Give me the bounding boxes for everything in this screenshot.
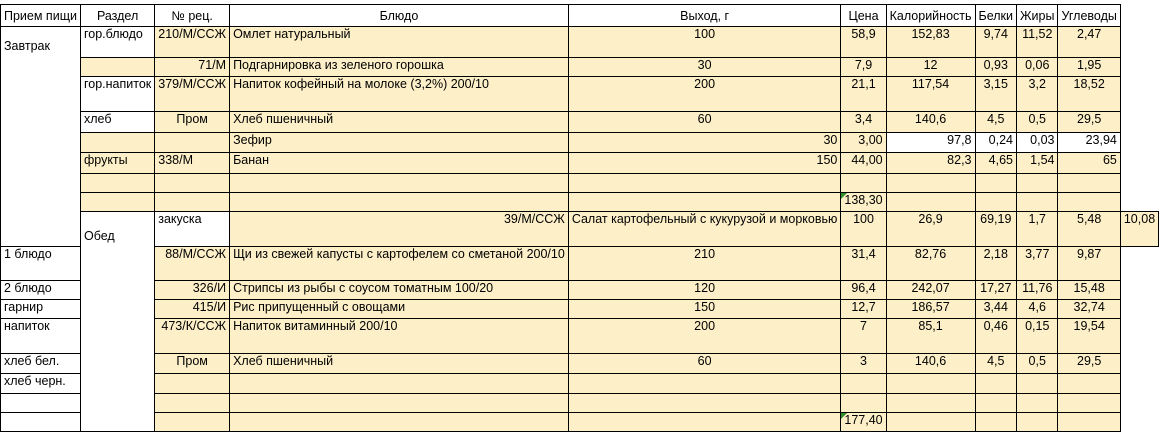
cell-price[interactable]: 96,4 [841,281,886,300]
cell-yield[interactable]: 210 [568,247,841,281]
cell-yield[interactable]: 150 [568,153,841,174]
cell-fats[interactable]: 3,2 [1017,77,1058,112]
cell-proteins[interactable]: 1,7 [1017,212,1058,247]
cell-calories[interactable]: 152,83 [886,27,975,58]
cell-carbs[interactable]: 9,87 [1058,247,1120,281]
empty-cell[interactable] [155,174,230,193]
cell-recipe[interactable]: 71/М [155,58,230,77]
cell-section[interactable]: гарнир [1,300,81,319]
cell-section[interactable]: напиток [1,319,81,354]
cell-dish[interactable]: Стрипсы из рыбы с соусом томатным 100/20 [230,281,569,300]
cell-section[interactable]: 2 блюдо [1,281,81,300]
cell-recipe[interactable]: 326/И [155,281,230,300]
cell-dish[interactable]: Банан [230,153,569,174]
cell-price[interactable]: 3,4 [841,112,886,133]
cell-recipe[interactable]: Пром [155,354,230,374]
cell-recipe[interactable]: Пром [155,112,230,133]
empty-cell[interactable] [1,413,81,432]
table-row [1,300,1159,319]
cell-calories[interactable]: 140,6 [886,354,975,374]
empty-cell[interactable] [568,374,841,394]
cell-yield[interactable]: 200 [568,77,841,112]
cell-dish[interactable]: Щи из свежей капусты с картофелем со сметаной 200/10 [230,247,569,281]
cell-fats[interactable]: 1,54 [1017,153,1058,174]
meal-breakfast: Завтрак [1,27,81,247]
cell-section[interactable]: 1 блюдо [1,247,81,281]
table-row [1,193,1159,212]
cell-section[interactable]: гор.блюдо [80,27,154,58]
cell-carbs[interactable]: 32,74 [1058,300,1120,319]
cell-section[interactable]: хлеб черн. [1,374,81,394]
cell-price[interactable]: 3,00 [841,133,886,153]
cell-yield[interactable]: 60 [568,112,841,133]
table-row [1,27,1159,58]
empty-cell[interactable] [1017,374,1058,394]
cell-yield[interactable]: 200 [568,319,841,354]
cell-carbs[interactable]: 1,95 [1058,58,1120,77]
empty-cell[interactable] [1017,193,1058,212]
cell-carbs[interactable]: 15,48 [1058,281,1120,300]
empty-cell[interactable] [1058,374,1120,394]
empty-cell[interactable] [568,394,841,413]
empty-cell[interactable] [1058,193,1120,212]
cell-fats[interactable]: 11,76 [1017,281,1058,300]
cell-calories[interactable]: 69,19 [975,212,1017,247]
cell-carbs[interactable]: 19,54 [1058,319,1120,354]
empty-cell[interactable] [975,193,1017,212]
cell-dish[interactable]: Зефир [230,133,569,153]
table-row [1,77,1159,112]
empty-cell[interactable] [80,193,154,212]
cell-proteins[interactable]: 3,44 [975,300,1017,319]
cell-proteins[interactable]: 17,27 [975,281,1017,300]
cell-fats[interactable]: 0,03 [1017,133,1058,153]
cell-calories[interactable]: 82,3 [886,153,975,174]
cell-section[interactable]: закуска [155,212,230,247]
cell-price[interactable]: 21,1 [841,77,886,112]
header-price: Цена [841,5,886,27]
cell-fats[interactable]: 0,15 [1017,319,1058,354]
cell-fats[interactable]: 0,5 [1017,354,1058,374]
cell-price[interactable]: 7 [841,319,886,354]
cell-yield[interactable]: 150 [568,300,841,319]
empty-cell[interactable] [230,374,569,394]
cell-section[interactable] [80,133,154,153]
empty-cell[interactable] [230,174,569,193]
cell-section[interactable]: фрукты [80,153,154,174]
empty-cell[interactable] [568,413,841,432]
table-row [1,212,1159,247]
menu-table [0,4,1159,432]
cell-carbs[interactable]: 10,08 [1120,212,1158,247]
cell-dish[interactable]: Подгарнировка из зеленого горошка [230,58,569,77]
cell-section[interactable] [80,58,154,77]
cell-calories[interactable]: 186,57 [886,300,975,319]
empty-cell[interactable] [975,413,1017,432]
empty-cell[interactable] [886,174,975,193]
header-carbs: Углеводы [1058,5,1120,27]
empty-cell[interactable] [975,174,1017,193]
cell-carbs[interactable]: 2,47 [1058,27,1120,58]
table-row [1,174,1159,193]
cell-proteins[interactable]: 9,74 [975,27,1017,58]
empty-cell[interactable] [1058,413,1120,432]
cell-proteins[interactable]: 0,46 [975,319,1017,354]
table-row [1,374,1159,394]
cell-price[interactable]: 31,4 [841,247,886,281]
cell-proteins[interactable]: 3,15 [975,77,1017,112]
empty-cell[interactable] [230,394,569,413]
header-section: Раздел [80,5,154,27]
cell-proteins[interactable]: 4,65 [975,153,1017,174]
empty-cell[interactable] [1017,174,1058,193]
cell-fats[interactable]: 11,52 [1017,27,1058,58]
cell-fats[interactable]: 5,48 [1058,212,1120,247]
empty-cell[interactable] [1,394,81,413]
empty-cell[interactable] [1058,394,1120,413]
cell-recipe[interactable]: 338/М [155,153,230,174]
empty-cell[interactable] [841,174,886,193]
empty-cell[interactable] [568,193,841,212]
cell-proteins[interactable]: 2,18 [975,247,1017,281]
header-fats: Жиры [1017,5,1058,27]
empty-cell[interactable] [230,193,569,212]
cell-recipe[interactable] [155,133,230,153]
header-dish: Блюдо [230,5,569,27]
cell-dish[interactable]: Омлет натуральный [230,27,569,58]
table-row [1,394,1159,413]
cell-price[interactable]: 7,9 [841,58,886,77]
table-row [1,133,1159,153]
empty-cell[interactable] [886,193,975,212]
lunch-total-price[interactable]: 177,40 [841,413,886,432]
table-row [1,281,1159,300]
table-row [1,112,1159,133]
cell-price[interactable]: 58,9 [841,27,886,58]
cell-carbs[interactable]: 29,5 [1058,354,1120,374]
breakfast-total-price[interactable]: 138,30 [841,193,886,212]
cell-carbs[interactable]: 65 [1058,153,1120,174]
empty-cell[interactable] [886,413,975,432]
cell-yield[interactable]: 120 [568,281,841,300]
table-row [1,247,1159,281]
header-meal: Прием пищи [1,5,81,27]
empty-cell[interactable] [975,374,1017,394]
cell-calories[interactable]: 117,54 [886,77,975,112]
meal-lunch: Обед [80,212,154,432]
cell-yield[interactable]: 30 [568,58,841,77]
cell-recipe[interactable]: 210/М/ССЖ [155,27,230,58]
cell-calories[interactable]: 82,76 [886,247,975,281]
cell-recipe[interactable]: 39/М/ССЖ [230,212,569,247]
cell-section[interactable]: хлеб бел. [1,354,81,374]
cell-section[interactable]: хлеб [80,112,154,133]
cell-dish[interactable]: Рис припущенный с овощами [230,300,569,319]
cell-calories[interactable]: 242,07 [886,281,975,300]
empty-cell[interactable] [155,394,230,413]
cell-fats[interactable]: 3,77 [1017,247,1058,281]
table-row [1,58,1159,77]
empty-cell[interactable] [841,374,886,394]
header-recipe: № рец. [155,5,230,27]
empty-cell[interactable] [1058,174,1120,193]
cell-proteins[interactable]: 0,93 [975,58,1017,77]
cell-proteins[interactable]: 0,24 [975,133,1017,153]
cell-calories[interactable]: 12 [886,58,975,77]
cell-price[interactable]: 44,00 [841,153,886,174]
empty-cell[interactable] [568,174,841,193]
cell-dish[interactable]: Хлеб пшеничный [230,354,569,374]
cell-yield[interactable]: 60 [568,354,841,374]
table-row [1,153,1159,174]
empty-cell[interactable] [975,394,1017,413]
cell-recipe[interactable]: 415/И [155,300,230,319]
cell-dish[interactable]: Хлеб пшеничный [230,112,569,133]
cell-calories[interactable]: 140,6 [886,112,975,133]
cell-yield[interactable]: 30 [568,133,841,153]
cell-dish[interactable]: Напиток кофейный на молоке (3,2%) 200/10 [230,77,569,112]
cell-section[interactable]: гор.напиток [80,77,154,112]
cell-fats[interactable]: 4,6 [1017,300,1058,319]
cell-dish[interactable]: Напиток витаминный 200/10 [230,319,569,354]
cell-fats[interactable]: 0,06 [1017,58,1058,77]
empty-cell[interactable] [230,413,569,432]
table-row [1,319,1159,354]
table-row [1,354,1159,374]
cell-recipe[interactable]: 473/К/ССЖ [155,319,230,354]
cell-price[interactable]: 26,9 [886,212,975,247]
empty-cell[interactable] [886,394,975,413]
empty-cell[interactable] [155,374,230,394]
cell-dish[interactable]: Салат картофельный с кукурузой и морковью [568,212,841,247]
cell-price[interactable]: 3 [841,354,886,374]
empty-cell[interactable] [1017,413,1058,432]
cell-price[interactable]: 12,7 [841,300,886,319]
cell-calories[interactable]: 97,8 [886,133,975,153]
cell-yield[interactable]: 100 [568,27,841,58]
table-row [1,413,1159,432]
cell-proteins[interactable]: 4,5 [975,354,1017,374]
cell-calories[interactable]: 85,1 [886,319,975,354]
empty-cell[interactable] [155,193,230,212]
cell-yield[interactable]: 100 [841,212,886,247]
cell-recipe[interactable]: 88/М/ССЖ [155,247,230,281]
cell-carbs[interactable]: 29,5 [1058,112,1120,133]
cell-fats[interactable]: 0,5 [1017,112,1058,133]
empty-cell[interactable] [886,374,975,394]
cell-proteins[interactable]: 4,5 [975,112,1017,133]
empty-cell[interactable] [155,413,230,432]
cell-recipe[interactable]: 379/М/ССЖ [155,77,230,112]
header-yield: Выход, г [568,5,841,27]
empty-cell[interactable] [841,394,886,413]
empty-cell[interactable] [1017,394,1058,413]
cell-carbs[interactable]: 23,94 [1058,133,1120,153]
header-proteins: Белки [975,5,1017,27]
empty-cell[interactable] [80,174,154,193]
cell-carbs[interactable]: 18,52 [1058,77,1120,112]
header-calories: Калорийность [886,5,975,27]
header-row [1,5,1159,27]
